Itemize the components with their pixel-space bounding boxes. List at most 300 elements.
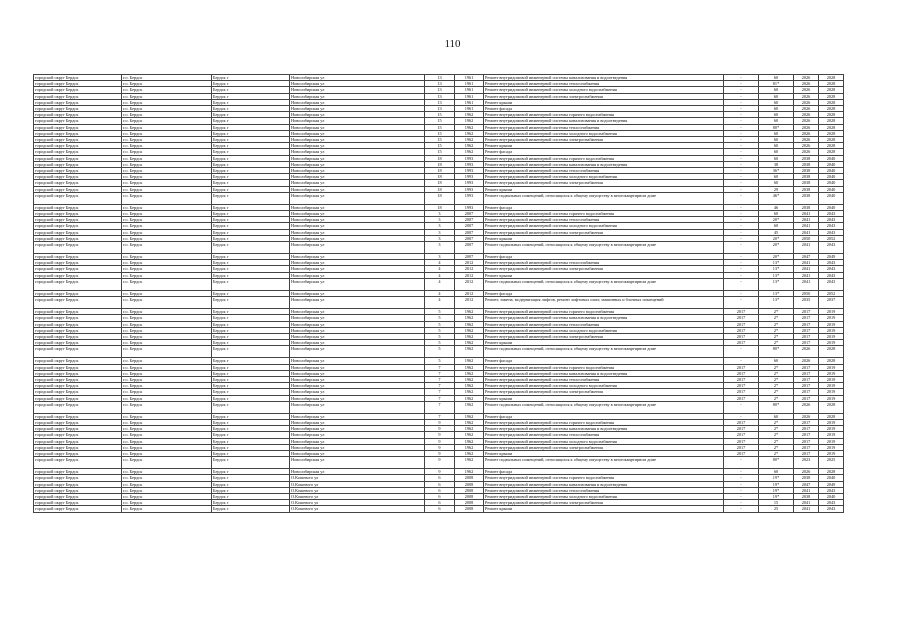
cell-locality: Бердск г [212, 106, 290, 112]
cell-planned-col: 60 [759, 75, 794, 81]
cell-planned-col: 46 [759, 204, 794, 210]
cell-house-number: 3 [425, 254, 455, 260]
cell-municipality: городской округ Бердск [34, 500, 122, 506]
cell-work-type: Ремонт внутридомовой инженерной системы теплоснабжения [484, 81, 724, 87]
cell-build-year: 1993 [455, 174, 484, 180]
cell-street: Новосибирская ул [290, 309, 425, 315]
cell-planned-col: 38 [759, 161, 794, 167]
cell-work-type: Ремонт внутридомовой инженерной системы холодного водоснабжения [484, 493, 724, 499]
cell-house-number: 4 [425, 272, 455, 278]
cell-end-year: 2040 [819, 155, 844, 161]
cell-house-number: 13 [425, 75, 455, 81]
cell-fact-year: 2017 [724, 383, 759, 389]
cell-fact-year: 2017 [724, 333, 759, 339]
cell-work-type: Ремонт внутридомовой инженерной системы горячего водоснабжения [484, 364, 724, 370]
cell-house-number: 15 [425, 143, 455, 149]
cell-settlement: г.о. Бердск [122, 87, 212, 93]
cell-end-year: 2040 [819, 475, 844, 481]
cell-fact-year: - [724, 235, 759, 241]
cell-street: Новосибирская ул [290, 217, 425, 223]
cell-planned-col: 60 [759, 106, 794, 112]
cell-end-year: 2049 [819, 254, 844, 260]
repair-schedule-table-container [33, 74, 843, 513]
cell-municipality: городской округ Бердск [34, 370, 122, 376]
cell-locality: Бердск г [212, 315, 290, 321]
cell-end-year: 2028 [819, 87, 844, 93]
cell-fact-year: - [724, 229, 759, 235]
cell-end-year: 2043 [819, 500, 844, 506]
cell-locality: Бердск г [212, 493, 290, 499]
cell-fact-year: - [724, 204, 759, 210]
cell-locality: Бердск г [212, 149, 290, 155]
cell-end-year: 2049 [819, 481, 844, 487]
cell-house-number: 3 [425, 229, 455, 235]
cell-settlement: г.о. Бердск [122, 327, 212, 333]
cell-planned-col: 13* [759, 290, 794, 296]
cell-locality: Бердск г [212, 333, 290, 339]
cell-end-year: 2019 [819, 383, 844, 389]
cell-locality: Бердск г [212, 383, 290, 389]
cell-end-year: 2043 [819, 223, 844, 229]
cell-fact-year: - [724, 130, 759, 136]
cell-fact-year: - [724, 87, 759, 93]
cell-house-number: 3 [425, 223, 455, 229]
cell-start-year: 2038 [794, 192, 819, 204]
cell-start-year: 2038 [794, 493, 819, 499]
cell-locality: Бердск г [212, 266, 290, 272]
cell-house-number: 3 [425, 217, 455, 223]
cell-locality: Бердск г [212, 278, 290, 290]
cell-settlement: г.о. Бердск [122, 235, 212, 241]
cell-start-year: 2041 [794, 242, 819, 254]
cell-municipality: городской округ Бердск [34, 364, 122, 370]
cell-locality: Бердск г [212, 401, 290, 413]
cell-settlement: г.о. Бердск [122, 93, 212, 99]
cell-settlement: г.о. Бердск [122, 346, 212, 358]
cell-fact-year: 2017 [724, 444, 759, 450]
cell-fact-year: - [724, 469, 759, 475]
cell-build-year: 2007 [455, 211, 484, 217]
cell-house-number: 3 [425, 211, 455, 217]
cell-planned-col: 60 [759, 180, 794, 186]
cell-end-year: 2019 [819, 426, 844, 432]
cell-street: Новосибирская ул [290, 457, 425, 469]
cell-municipality: городской округ Бердск [34, 444, 122, 450]
cell-street: Новосибирская ул [290, 137, 425, 143]
cell-fact-year: - [724, 93, 759, 99]
cell-build-year: 2008 [455, 481, 484, 487]
cell-fact-year: 2017 [724, 327, 759, 333]
cell-build-year: 2007 [455, 254, 484, 260]
cell-settlement: г.о. Бердск [122, 457, 212, 469]
cell-work-type: Ремонт внутридомовой инженерной системы канализования и водоотведения [484, 315, 724, 321]
cell-locality: Бердск г [212, 419, 290, 425]
cell-street: Новосибирская ул [290, 297, 425, 309]
cell-planned-col: 13* [759, 260, 794, 266]
cell-planned-col: 13* [759, 297, 794, 309]
cell-start-year: 2041 [794, 217, 819, 223]
cell-work-type: Ремонт внутридомовой инженерной системы электроснабжения [484, 444, 724, 450]
cell-locality: Бердск г [212, 124, 290, 130]
cell-fact-year: 2017 [724, 315, 759, 321]
cell-planned-col: 2* [759, 444, 794, 450]
cell-start-year: 2017 [794, 376, 819, 382]
cell-planned-col: 2* [759, 340, 794, 346]
cell-settlement: г.о. Бердск [122, 290, 212, 296]
cell-fact-year: 2017 [724, 450, 759, 456]
cell-work-type: Ремонт внутридомовой инженерной системы электроснабжения [484, 229, 724, 235]
cell-house-number: 18 [425, 174, 455, 180]
cell-planned-col: 60 [759, 87, 794, 93]
cell-start-year: 2017 [794, 309, 819, 315]
cell-build-year: 1962 [455, 118, 484, 124]
cell-start-year: 2026 [794, 346, 819, 358]
cell-municipality: городской округ Бердск [34, 290, 122, 296]
cell-settlement: г.о. Бердск [122, 266, 212, 272]
cell-municipality: городской округ Бердск [34, 376, 122, 382]
cell-planned-col: 2* [759, 309, 794, 315]
cell-municipality: городской округ Бердск [34, 450, 122, 456]
cell-municipality: городской округ Бердск [34, 413, 122, 419]
cell-municipality: городской округ Бердск [34, 321, 122, 327]
cell-end-year: 2028 [819, 143, 844, 149]
cell-municipality: городской округ Бердск [34, 457, 122, 469]
cell-house-number: 5 [425, 315, 455, 321]
cell-street: Новосибирская ул [290, 204, 425, 210]
cell-build-year: 1962 [455, 340, 484, 346]
cell-build-year: 2007 [455, 242, 484, 254]
cell-house-number: 4 [425, 266, 455, 272]
cell-settlement: г.о. Бердск [122, 432, 212, 438]
cell-build-year: 1962 [455, 469, 484, 475]
cell-start-year: 2017 [794, 450, 819, 456]
cell-locality: Бердск г [212, 438, 290, 444]
cell-locality: Бердск г [212, 487, 290, 493]
cell-locality: Бердск г [212, 481, 290, 487]
cell-work-type: Ремонт внутридомовой инженерной системы канализования и водоотведения [484, 481, 724, 487]
cell-fact-year: - [724, 161, 759, 167]
cell-planned-col: 13* [759, 272, 794, 278]
cell-fact-year: - [724, 75, 759, 81]
cell-municipality: городской округ Бердск [34, 358, 122, 364]
cell-start-year: 2041 [794, 487, 819, 493]
cell-build-year: 1962 [455, 333, 484, 339]
cell-start-year: 2017 [794, 444, 819, 450]
cell-fact-year: - [724, 346, 759, 358]
cell-locality: Бердск г [212, 444, 290, 450]
cell-house-number: 9 [425, 426, 455, 432]
cell-locality: Бердск г [212, 327, 290, 333]
cell-locality: Бердск г [212, 235, 290, 241]
cell-end-year: 2019 [819, 395, 844, 401]
cell-municipality: городской округ Бердск [34, 389, 122, 395]
cell-work-type: Ремонт внутридомовой инженерной системы теплоснабжения [484, 124, 724, 130]
cell-locality: Бердск г [212, 450, 290, 456]
cell-house-number: 18 [425, 192, 455, 204]
cell-end-year: 2040 [819, 493, 844, 499]
cell-build-year: 1962 [455, 309, 484, 315]
cell-build-year: 1962 [455, 346, 484, 358]
cell-fact-year: 2017 [724, 309, 759, 315]
cell-locality: Бердск г [212, 87, 290, 93]
cell-end-year: 2043 [819, 266, 844, 272]
cell-fact-year: - [724, 475, 759, 481]
cell-work-type: Ремонт внутридомовой инженерной системы теплоснабжения [484, 168, 724, 174]
cell-municipality: городской округ Бердск [34, 309, 122, 315]
cell-street: Новосибирская ул [290, 426, 425, 432]
cell-build-year: 1962 [455, 321, 484, 327]
cell-end-year: 2043 [819, 487, 844, 493]
cell-planned-col: 80* [759, 124, 794, 130]
cell-build-year: 1962 [455, 376, 484, 382]
cell-street: Новосибирская ул [290, 266, 425, 272]
cell-build-year: 2007 [455, 235, 484, 241]
cell-end-year: 2040 [819, 192, 844, 204]
cell-build-year: 1961 [455, 81, 484, 87]
cell-fact-year: - [724, 254, 759, 260]
cell-planned-col: 2* [759, 383, 794, 389]
cell-planned-col: 60 [759, 137, 794, 143]
cell-planned-col: 20* [759, 242, 794, 254]
cell-fact-year: - [724, 506, 759, 512]
cell-locality: Бердск г [212, 475, 290, 481]
cell-start-year: 2038 [794, 180, 819, 186]
cell-planned-col: 2* [759, 389, 794, 395]
cell-street: Новосибирская ул [290, 99, 425, 105]
cell-build-year: 1993 [455, 204, 484, 210]
cell-house-number: 7 [425, 389, 455, 395]
cell-start-year: 2041 [794, 211, 819, 217]
cell-locality: Бердск г [212, 254, 290, 260]
cell-fact-year: - [724, 457, 759, 469]
cell-start-year: 2038 [794, 174, 819, 180]
cell-end-year: 2019 [819, 321, 844, 327]
cell-street: Новосибирская ул [290, 180, 425, 186]
cell-street: Новосибирская ул [290, 161, 425, 167]
cell-work-type: Ремонт внутридомовой инженерной системы холодного водоснабжения [484, 223, 724, 229]
cell-start-year: 2017 [794, 321, 819, 327]
cell-fact-year: - [724, 290, 759, 296]
cell-end-year: 2028 [819, 346, 844, 358]
cell-end-year: 2028 [819, 130, 844, 136]
cell-fact-year: 2017 [724, 370, 759, 376]
table-row [34, 192, 844, 204]
cell-fact-year: - [724, 223, 759, 229]
cell-settlement: г.о. Бердск [122, 475, 212, 481]
cell-locality: Бердск г [212, 211, 290, 217]
cell-fact-year: - [724, 242, 759, 254]
cell-planned-col: 20* [759, 217, 794, 223]
cell-house-number: 18 [425, 186, 455, 192]
cell-start-year: 2041 [794, 272, 819, 278]
cell-work-type: Ремонт подвальных помещений, относящихся к общему имуществу в многоквартирном доме [484, 401, 724, 413]
cell-build-year: 1962 [455, 370, 484, 376]
cell-street: Новосибирская ул [290, 389, 425, 395]
cell-house-number: 5 [425, 333, 455, 339]
cell-settlement: г.о. Бердск [122, 118, 212, 124]
cell-settlement: г.о. Бердск [122, 450, 212, 456]
cell-municipality: городской округ Бердск [34, 235, 122, 241]
cell-municipality: городской округ Бердск [34, 297, 122, 309]
cell-start-year: 2041 [794, 506, 819, 512]
cell-house-number: 7 [425, 413, 455, 419]
cell-planned-col: 60 [759, 174, 794, 180]
cell-settlement: г.о. Бердск [122, 340, 212, 346]
cell-municipality: городской округ Бердск [34, 272, 122, 278]
cell-build-year: 1961 [455, 93, 484, 99]
cell-end-year: 2040 [819, 180, 844, 186]
cell-municipality: городской округ Бердск [34, 137, 122, 143]
cell-settlement: г.о. Бердск [122, 321, 212, 327]
cell-end-year: 2043 [819, 242, 844, 254]
cell-fact-year: 2017 [724, 438, 759, 444]
cell-house-number: 13 [425, 81, 455, 87]
cell-settlement: г.о. Бердск [122, 370, 212, 376]
cell-work-type: Ремонт подвальных помещений, относящихся к общему имуществу в многоквартирном доме [484, 457, 724, 469]
cell-work-type: Ремонт крыши [484, 340, 724, 346]
cell-municipality: городской округ Бердск [34, 493, 122, 499]
cell-settlement: г.о. Бердск [122, 383, 212, 389]
cell-planned-col: 60 [759, 155, 794, 161]
cell-locality: Бердск г [212, 432, 290, 438]
cell-municipality: городской округ Бердск [34, 81, 122, 87]
cell-locality: Бердск г [212, 192, 290, 204]
cell-locality: Бердск г [212, 223, 290, 229]
cell-settlement: г.о. Бердск [122, 254, 212, 260]
cell-locality: Бердск г [212, 358, 290, 364]
table-row [34, 457, 844, 469]
cell-build-year: 1993 [455, 180, 484, 186]
cell-locality: Бердск г [212, 376, 290, 382]
cell-locality: Бердск г [212, 130, 290, 136]
cell-planned-col: 60 [759, 130, 794, 136]
cell-settlement: г.о. Бердск [122, 272, 212, 278]
cell-work-type: Ремонт крыши [484, 272, 724, 278]
cell-planned-col: 80* [759, 401, 794, 413]
cell-house-number: 7 [425, 383, 455, 389]
cell-build-year: 2012 [455, 272, 484, 278]
cell-start-year: 2038 [794, 186, 819, 192]
cell-start-year: 2017 [794, 370, 819, 376]
cell-work-type: Ремонт внутридомовой инженерной системы канализования и водоотведения [484, 426, 724, 432]
cell-build-year: 1962 [455, 130, 484, 136]
cell-municipality: городской округ Бердск [34, 118, 122, 124]
cell-municipality: городской округ Бердск [34, 327, 122, 333]
cell-street: Новосибирская ул [290, 290, 425, 296]
cell-start-year: 2047 [794, 481, 819, 487]
cell-end-year: 2028 [819, 358, 844, 364]
cell-settlement: г.о. Бердск [122, 75, 212, 81]
cell-end-year: 2019 [819, 438, 844, 444]
cell-end-year: 2052 [819, 235, 844, 241]
cell-street: Новосибирская ул [290, 149, 425, 155]
cell-build-year: 1962 [455, 364, 484, 370]
cell-end-year: 2040 [819, 204, 844, 210]
cell-locality: Бердск г [212, 469, 290, 475]
cell-planned-col: 13* [759, 278, 794, 290]
cell-municipality: городской округ Бердск [34, 93, 122, 99]
cell-street: Новосибирская ул [290, 444, 425, 450]
table-row [34, 242, 844, 254]
cell-work-type: Ремонт фасада [484, 358, 724, 364]
cell-end-year: 2043 [819, 211, 844, 217]
cell-fact-year: - [724, 211, 759, 217]
cell-work-type: Ремонт крыши [484, 450, 724, 456]
cell-planned-col: 60 [759, 143, 794, 149]
cell-fact-year: 2017 [724, 432, 759, 438]
cell-locality: Бердск г [212, 186, 290, 192]
cell-planned-col: 60 [759, 211, 794, 217]
cell-locality: Бердск г [212, 260, 290, 266]
cell-house-number: 6 [425, 500, 455, 506]
cell-build-year: 1993 [455, 155, 484, 161]
cell-house-number: 15 [425, 149, 455, 155]
cell-street: Новосибирская ул [290, 211, 425, 217]
cell-end-year: 2043 [819, 260, 844, 266]
cell-municipality: городской округ Бердск [34, 481, 122, 487]
cell-end-year: 2028 [819, 118, 844, 124]
cell-start-year: 2026 [794, 401, 819, 413]
cell-locality: Бердск г [212, 506, 290, 512]
cell-start-year: 2017 [794, 389, 819, 395]
cell-house-number: 13 [425, 106, 455, 112]
cell-start-year: 2017 [794, 426, 819, 432]
cell-street: Новосибирская ул [290, 260, 425, 266]
cell-street: Новосибирская ул [290, 401, 425, 413]
cell-work-type: Ремонт крыши [484, 143, 724, 149]
cell-build-year: 2008 [455, 506, 484, 512]
cell-settlement: г.о. Бердск [122, 99, 212, 105]
cell-locality: Бердск г [212, 99, 290, 105]
cell-work-type: Ремонт внутридомовой инженерной системы холодного водоснабжения [484, 87, 724, 93]
cell-settlement: г.о. Бердск [122, 186, 212, 192]
cell-start-year: 2026 [794, 112, 819, 118]
cell-start-year: 2017 [794, 364, 819, 370]
cell-house-number: 18 [425, 155, 455, 161]
cell-start-year: 2026 [794, 143, 819, 149]
cell-work-type: Ремонт внутридомовой инженерной системы теплоснабжения [484, 487, 724, 493]
cell-build-year: 2008 [455, 475, 484, 481]
cell-end-year: 2040 [819, 186, 844, 192]
table-body [34, 75, 844, 513]
cell-start-year: 2041 [794, 266, 819, 272]
cell-municipality: городской округ Бердск [34, 124, 122, 130]
cell-work-type: Ремонт внутридомовой инженерной системы горячего водоснабжения [484, 211, 724, 217]
cell-start-year: 2017 [794, 432, 819, 438]
cell-work-type: Ремонт подвальных помещений, относящихся к общему имуществу в многоквартирном доме [484, 192, 724, 204]
cell-build-year: 1961 [455, 99, 484, 105]
cell-build-year: 1962 [455, 401, 484, 413]
cell-locality: Бердск г [212, 364, 290, 370]
cell-planned-col: 2* [759, 376, 794, 382]
cell-end-year: 2028 [819, 106, 844, 112]
cell-planned-col: 2* [759, 450, 794, 456]
cell-street: Новосибирская ул [290, 340, 425, 346]
cell-fact-year: - [724, 217, 759, 223]
cell-planned-col: 2* [759, 327, 794, 333]
cell-fact-year: - [724, 297, 759, 309]
cell-build-year: 1962 [455, 143, 484, 149]
cell-settlement: г.о. Бердск [122, 419, 212, 425]
cell-start-year: 2041 [794, 260, 819, 266]
cell-house-number: 5 [425, 321, 455, 327]
cell-build-year: 1962 [455, 383, 484, 389]
cell-locality: Бердск г [212, 457, 290, 469]
cell-work-type: Ремонт крыши [484, 235, 724, 241]
cell-settlement: г.о. Бердск [122, 438, 212, 444]
cell-locality: Бердск г [212, 217, 290, 223]
cell-house-number: 5 [425, 346, 455, 358]
